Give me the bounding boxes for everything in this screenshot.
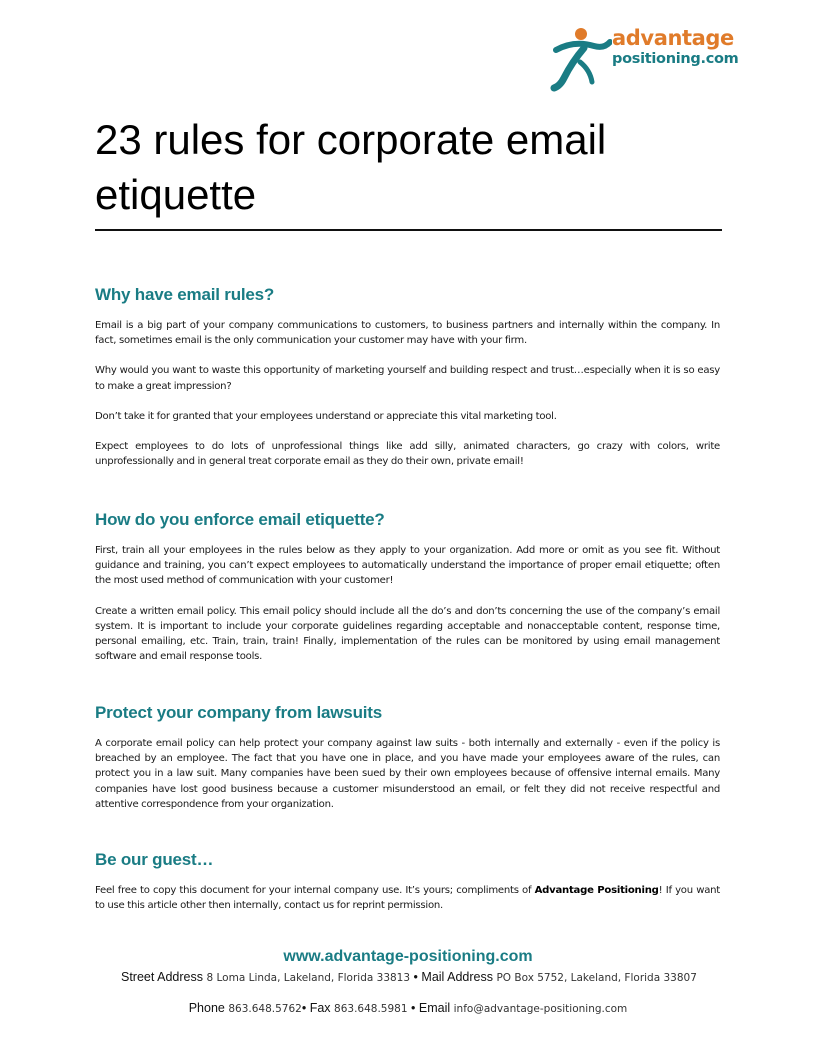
footer-contact [0, 1000, 816, 1017]
street-address-value: 8 Loma Linda, Lakeland, Florida 33813 [206, 972, 411, 984]
document-title: 23 rules for corporate email etiquette [95, 116, 607, 218]
email-label: Email [418, 1001, 451, 1015]
section-heading: Why have email rules? [95, 285, 275, 304]
email-link[interactable]: info@advantage-positioning.com [453, 1003, 628, 1015]
footer-website-link[interactable]: www.advantage-positioning.com [283, 948, 533, 965]
section-heading: Be our guest… [95, 850, 214, 869]
guest-text-after: ! If you want to use this article other then internally, contact us for reprint permission. [95, 885, 720, 912]
footer-address [121, 969, 721, 986]
paragraph [95, 883, 720, 913]
street-address-label: Street Address [121, 970, 203, 984]
paragraph: First, train all your employees in the rules below as they apply to your organization. Add more or omit as you see fit. Without guidance and training, you can’t expect employees to automatically understand the importance of proper email etiquette; often the most used method of communication with your customer! [95, 545, 720, 587]
separator: • [301, 1001, 307, 1015]
mail-address-label: Mail Address [421, 970, 493, 984]
fax-value: 863.648.5981 [334, 1003, 408, 1015]
guest-text-before: Feel free to copy this document for your internal company use. It’s yours; compliments of [95, 885, 535, 896]
section-protect-lawsuits [95, 703, 720, 812]
section-why-email-rules [95, 285, 720, 469]
phone-label: Phone [188, 1001, 225, 1015]
logo-wordmark-advantage: advantage [612, 26, 734, 50]
fax-label: Fax [309, 1001, 331, 1015]
phone-value: 863.648.5762 [228, 1003, 302, 1015]
section-heading: Protect your company from lawsuits [95, 703, 382, 722]
paragraph: Why would you want to waste this opportunity of marketing yourself and building respect and trust…especially when it is so easy to make a great impression? [95, 365, 720, 392]
paragraph: Don’t take it for granted that your employees understand or appreciate this vital marketing tool. [95, 410, 557, 422]
logo-figure-icon [550, 22, 612, 98]
logo-wordmark-domain: positioning.com [612, 51, 739, 67]
paragraph: Expect employees to do lots of unprofessional things like add silly, animated characters, go crazy with colors, write unprofessionally and in general treat corporate email as they do their own, private email! [95, 441, 720, 468]
separator: • [411, 1001, 416, 1015]
mail-address-value: PO Box 5752, Lakeland, Florida 33807 [496, 972, 697, 984]
company-logo [550, 22, 739, 98]
company-name: Advantage Positioning [534, 885, 659, 896]
section-enforce-etiquette [95, 510, 720, 664]
section-be-our-guest [95, 850, 720, 913]
title-divider [95, 229, 722, 231]
section-heading: How do you enforce email etiquette? [95, 510, 385, 529]
paragraph: A corporate email policy can help protect your company against law suits - both internally and externally - even if the policy is breached by an employee. The fact that you have one in place, and you have made your employees aware of the rules, can protect you in a law suit. Many companies have been sued by their own employees because of offensive internal emails. Many companies have lost good business because a customer misunderstood an email, or felt they did not receive respectful and attentive correspondence from your organization. [95, 738, 720, 810]
paragraph: Email is a big part of your company communications to customers, to business partners and internally within the company. In fact, sometimes email is the only communication your customer may have with your firm. [95, 320, 720, 347]
separator: • [413, 970, 418, 984]
paragraph: Create a written email policy. This email policy should include all the do’s and don’ts concerning the use of the company’s email system. It is important to include your corporate guidelines regarding acceptable and nonacceptable content, response time, personal emailing, etc. Train, train, train! Finally, implementation of the rules can be monitored by using email management software and email response tools. [95, 605, 720, 663]
